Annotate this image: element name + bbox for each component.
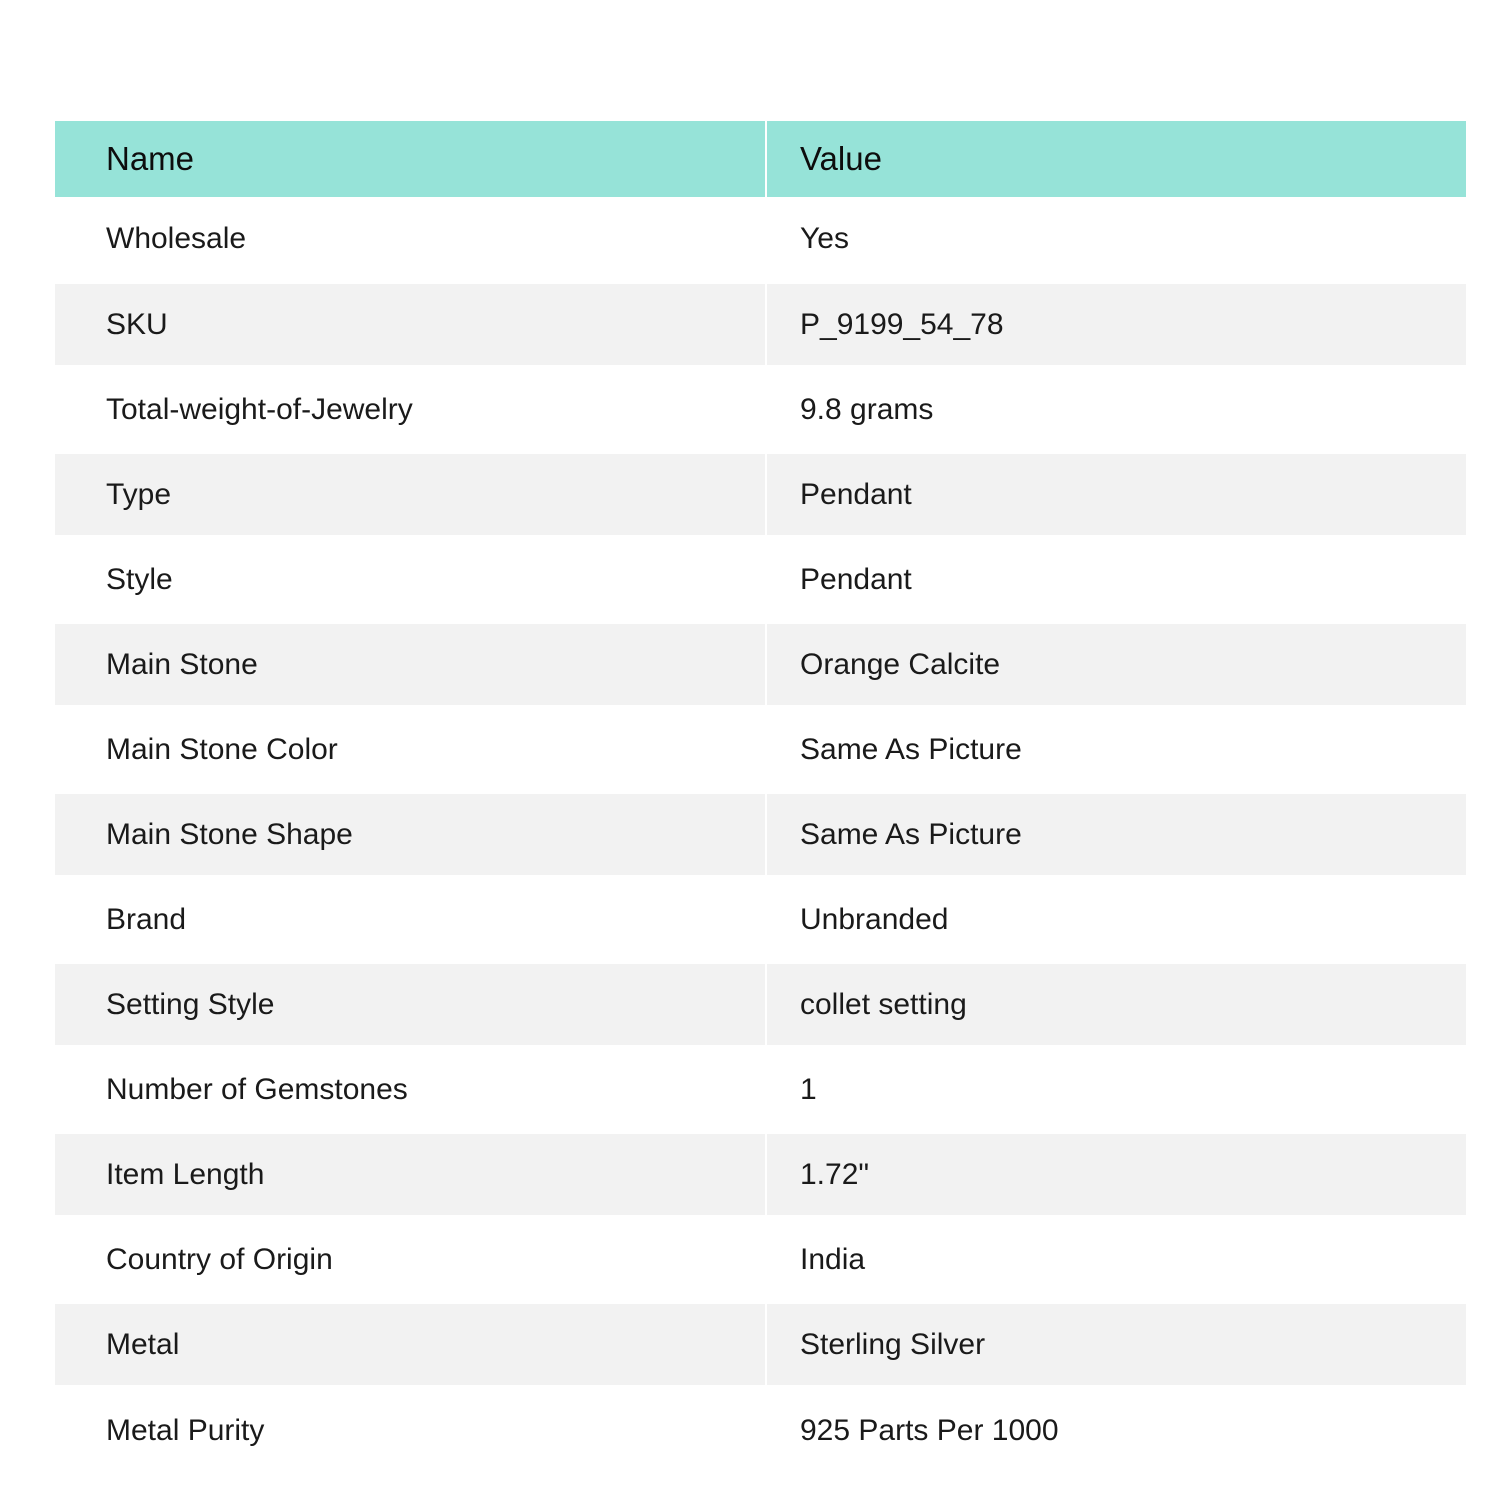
spec-name-cell: Style — [55, 537, 766, 622]
table-header — [55, 121, 1466, 197]
spec-name-cell: Main Stone Color — [55, 707, 766, 792]
column-header-value: Value — [766, 121, 1466, 197]
spec-value-cell: Yes — [766, 197, 1466, 282]
table-row — [55, 792, 1466, 877]
spec-value-cell: Unbranded — [766, 877, 1466, 962]
spec-name-cell: Brand — [55, 877, 766, 962]
spec-value-cell: Same As Picture — [766, 792, 1466, 877]
column-header-name: Name — [55, 121, 766, 197]
table-row — [55, 197, 1466, 282]
table-row — [55, 877, 1466, 962]
table-body — [55, 197, 1466, 1472]
spec-value-cell: 925 Parts Per 1000 — [766, 1387, 1466, 1472]
table-row — [55, 1047, 1466, 1132]
spec-name-cell: Metal — [55, 1302, 766, 1387]
table-row — [55, 537, 1466, 622]
table-row — [55, 1217, 1466, 1302]
table-row — [55, 282, 1466, 367]
spec-value-cell: 1.72" — [766, 1132, 1466, 1217]
specifications-table — [55, 121, 1466, 1472]
spec-name-cell: Wholesale — [55, 197, 766, 282]
spec-value-cell: P_9199_54_78 — [766, 282, 1466, 367]
spec-value-cell: 9.8 grams — [766, 367, 1466, 452]
spec-value-cell: India — [766, 1217, 1466, 1302]
spec-name-cell: SKU — [55, 282, 766, 367]
spec-name-cell: Total-weight-of-Jewelry — [55, 367, 766, 452]
table-row — [55, 367, 1466, 452]
spec-name-cell: Country of Origin — [55, 1217, 766, 1302]
header-row — [55, 121, 1466, 197]
table-row — [55, 1387, 1466, 1472]
spec-name-cell: Number of Gemstones — [55, 1047, 766, 1132]
spec-value-cell: collet setting — [766, 962, 1466, 1047]
table-row — [55, 707, 1466, 792]
table-row — [55, 622, 1466, 707]
spec-name-cell: Type — [55, 452, 766, 537]
spec-value-cell: Pendant — [766, 452, 1466, 537]
table-row — [55, 1302, 1466, 1387]
spec-value-cell: Orange Calcite — [766, 622, 1466, 707]
table-row — [55, 1132, 1466, 1217]
spec-name-cell: Setting Style — [55, 962, 766, 1047]
table-row — [55, 962, 1466, 1047]
spec-name-cell: Metal Purity — [55, 1387, 766, 1472]
table-row — [55, 452, 1466, 537]
spec-name-cell: Item Length — [55, 1132, 766, 1217]
spec-name-cell: Main Stone Shape — [55, 792, 766, 877]
spec-value-cell: Sterling Silver — [766, 1302, 1466, 1387]
spec-value-cell: 1 — [766, 1047, 1466, 1132]
spec-value-cell: Same As Picture — [766, 707, 1466, 792]
spec-value-cell: Pendant — [766, 537, 1466, 622]
spec-name-cell: Main Stone — [55, 622, 766, 707]
